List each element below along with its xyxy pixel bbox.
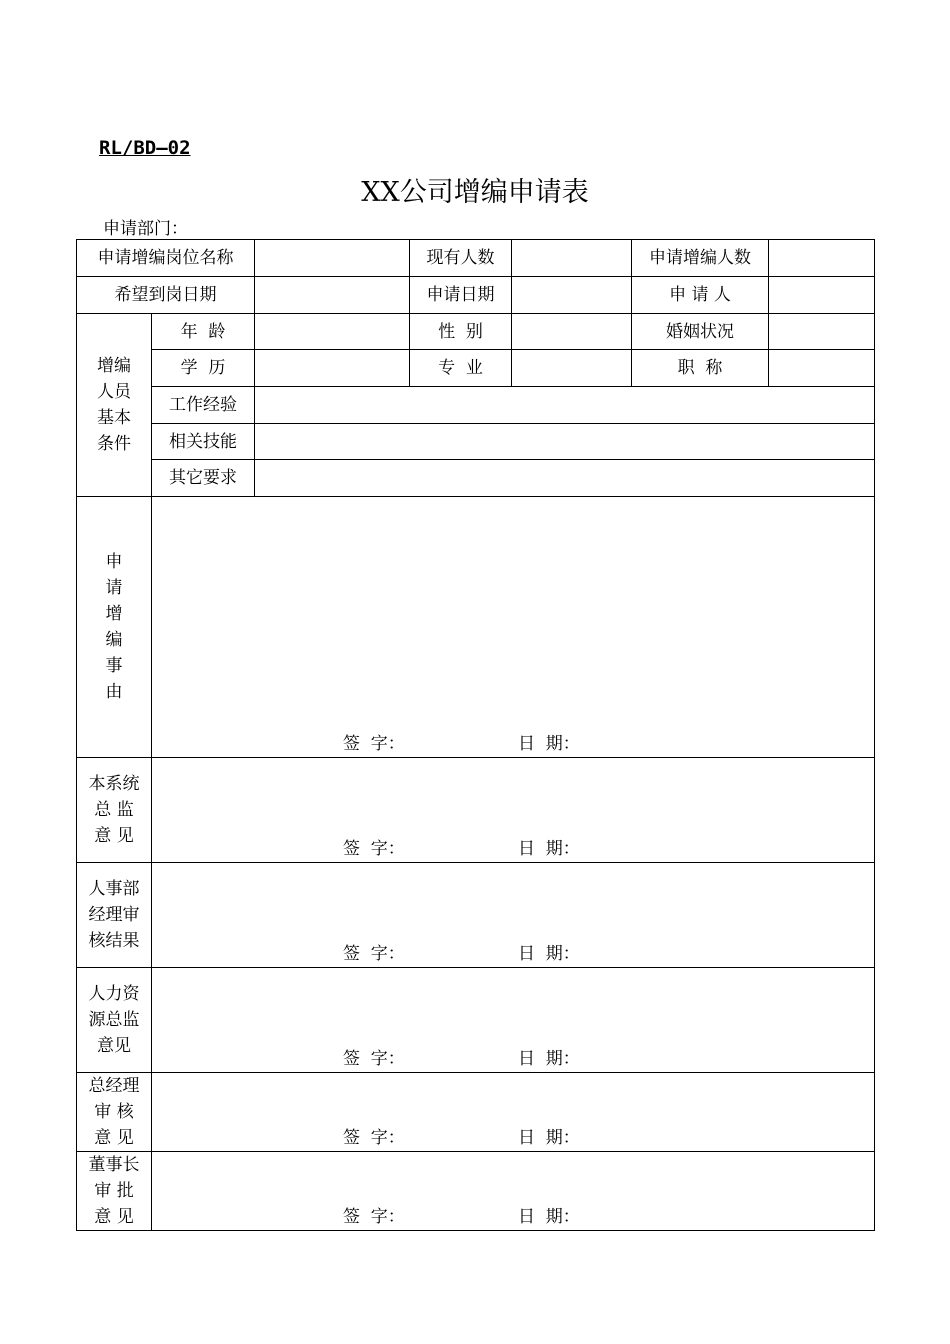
age-field[interactable] xyxy=(255,314,410,350)
approval-field[interactable] xyxy=(152,968,875,1073)
major-label: 专 业 xyxy=(410,350,512,387)
current-headcount-field[interactable] xyxy=(512,240,632,277)
signature-label: 签 字： xyxy=(343,1128,405,1148)
approval-field[interactable] xyxy=(152,1073,875,1152)
other-requirements-label: 其它要求 xyxy=(152,460,255,497)
signature-label: 签 字： xyxy=(343,944,405,964)
approval-field[interactable] xyxy=(152,758,875,863)
approval-label: 董事长 审 批 意 见 xyxy=(77,1152,152,1231)
approval-label: 人事部 经理审 核结果 xyxy=(77,863,152,968)
form-title: XX公司增编申请表 xyxy=(361,177,589,208)
date-label: 日 期： xyxy=(518,944,580,964)
date-label: 日 期： xyxy=(518,734,580,754)
skills-label: 相关技能 xyxy=(152,424,255,460)
signature-label: 签 字： xyxy=(343,1207,405,1227)
date-label: 日 期： xyxy=(518,1049,580,1069)
requirements-group-label: 增编 人员 基本 条件 xyxy=(77,314,152,497)
experience-label: 工作经验 xyxy=(152,387,255,424)
table-row-other xyxy=(77,460,875,497)
form-code: RL/BD—02 xyxy=(99,137,191,159)
table-row-age xyxy=(77,314,875,350)
approval-field[interactable] xyxy=(152,863,875,968)
approval-label: 人力资 源总监 意见 xyxy=(77,968,152,1073)
table-row-approval xyxy=(77,863,875,968)
current-headcount-label: 现有人数 xyxy=(410,240,512,277)
education-field[interactable] xyxy=(255,350,410,387)
marital-field[interactable] xyxy=(769,314,875,350)
signature-label: 签 字： xyxy=(343,734,405,754)
table-row-approval xyxy=(77,1152,875,1231)
expected-date-field[interactable] xyxy=(255,277,410,314)
expected-date-label: 希望到岗日期 xyxy=(77,277,255,314)
approval-label: 总经理 审 核 意 见 xyxy=(77,1073,152,1152)
apply-date-field[interactable] xyxy=(512,277,632,314)
job-title-field[interactable] xyxy=(769,350,875,387)
date-label: 日 期： xyxy=(518,1207,580,1227)
department-label: 申请部门： xyxy=(103,219,188,239)
date-label: 日 期： xyxy=(518,1128,580,1148)
experience-field[interactable] xyxy=(255,387,875,424)
table-row-approval xyxy=(77,1073,875,1152)
reason-label: 申 请 增 编 事 由 xyxy=(77,497,152,758)
table-row-education xyxy=(77,350,875,387)
table-row-skills xyxy=(77,424,875,460)
gender-field[interactable] xyxy=(512,314,632,350)
requested-headcount-field[interactable] xyxy=(769,240,875,277)
gender-label: 性 别 xyxy=(410,314,512,350)
skills-field[interactable] xyxy=(255,424,875,460)
position-name-field[interactable] xyxy=(255,240,410,277)
education-label: 学 历 xyxy=(152,350,255,387)
table-row-dates xyxy=(77,277,875,314)
signature-label: 签 字： xyxy=(343,839,405,859)
major-field[interactable] xyxy=(512,350,632,387)
table-row-experience xyxy=(77,387,875,424)
apply-date-label: 申请日期 xyxy=(410,277,512,314)
age-label: 年 龄 xyxy=(152,314,255,350)
date-label: 日 期： xyxy=(518,839,580,859)
signature-label: 签 字： xyxy=(343,1049,405,1069)
table-row-approval xyxy=(77,968,875,1073)
application-form-table xyxy=(76,239,875,1231)
applicant-field[interactable] xyxy=(769,277,875,314)
marital-label: 婚姻状况 xyxy=(632,314,769,350)
table-row-approval xyxy=(77,758,875,863)
other-requirements-field[interactable] xyxy=(255,460,875,497)
position-name-label: 申请增编岗位名称 xyxy=(77,240,255,277)
job-title-label: 职 称 xyxy=(632,350,769,387)
table-row-position xyxy=(77,240,875,277)
table-row-reason xyxy=(77,497,875,758)
approval-label: 本系统 总 监 意 见 xyxy=(77,758,152,863)
applicant-label: 申 请 人 xyxy=(632,277,769,314)
approval-field[interactable] xyxy=(152,1152,875,1231)
requested-headcount-label: 申请增编人数 xyxy=(632,240,769,277)
reason-field[interactable] xyxy=(152,497,875,758)
